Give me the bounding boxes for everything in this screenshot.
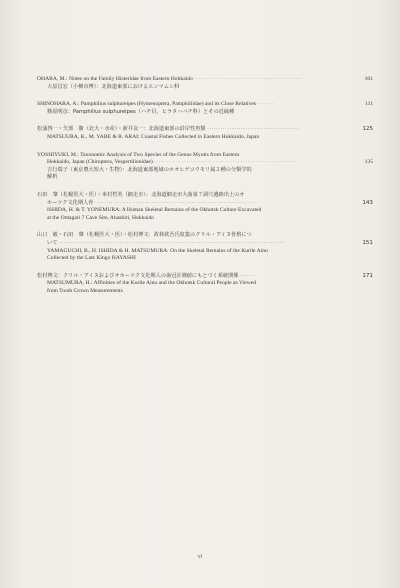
- entry-page-number: 143: [362, 199, 373, 206]
- table-of-contents: [37, 76, 373, 305]
- entry-title-jp-cont: ホーツク文化期人骨: [47, 199, 94, 206]
- entry-page-number: 151: [362, 239, 373, 246]
- entry-page-number: 135: [364, 159, 373, 166]
- entry-title-en: MATSUMURA, H.: Affinities of the Kurile Ainu and the Okhotsk Cultural People as Viewed: [47, 280, 257, 287]
- entry-title-en-cont: at the Omagari 7 Cave Site, Abashiri, Hokkaido: [47, 214, 155, 221]
- entry-title-en: YAMAGUCHI, B., H. ISHIDA & H. MATSUMURA: On the Skeletal Remains of the Kurile Ainu: [47, 247, 268, 254]
- dot-leader: ············································: [194, 76, 303, 82]
- entry-page-number: 171: [362, 272, 373, 279]
- toc-entry-yamaguchi[interactable]: [37, 232, 373, 262]
- entry-title-jp-cont: いて: [47, 239, 58, 246]
- toc-entry-ishida[interactable]: [37, 191, 373, 222]
- dot-leader: ·······································································: [95, 199, 255, 206]
- dot-leader: ·········································: [207, 126, 300, 133]
- entry-title-en: SHINOHARA, A.: Pamphilius sulphureipes (Hymenoptera, Pamphiliidae) and its Close Relatives: [37, 101, 257, 108]
- toc-entry-matsumura[interactable]: [37, 272, 373, 296]
- toc-entry-yoshiyuki[interactable]: [37, 151, 373, 182]
- entry-title-en: YOSHIYUKI, M.: Taxonomic Analysis of Two Species of the Genus Myotis from Eastern: [37, 151, 240, 158]
- entry-title-en-cont: Hokkaido, Japan (Chiroptera, Vespertilionidae): [47, 159, 153, 166]
- toc-entry-shinohara[interactable]: [37, 101, 373, 116]
- entry-title-jp: 篠原明彦：Pamphilius sulphureipes（ハチ目，ヒラタハバチ科）とその近縁種: [47, 108, 235, 115]
- entry-title-en: OHARA, M.: Notes on the Family Histeridae from Eastern Hokkaido: [37, 76, 193, 82]
- toc-entry-matsuura[interactable]: [37, 126, 373, 141]
- entry-title-en-cont: Collected by the Late Kingo HAYASHI: [47, 255, 136, 262]
- entry-title-en-cont: from Tooth Crown Measurements: [47, 287, 123, 294]
- entry-title-jp-cont: 解析: [47, 174, 58, 181]
- entry-title-jp: 大原昌宏（小樽市博）：北海道東部におけるエンマムシ科: [47, 83, 180, 90]
- entry-page-number: 125: [362, 126, 373, 133]
- dot-leader: ····································································································: [59, 239, 284, 246]
- entry-title-jp: 山口 敏・石田 肇（札幌医大・医）・松村博文：故林欽吾氏収集のクリル・アイヌ骨格につ: [37, 232, 252, 239]
- toc-entry-ohara[interactable]: [37, 76, 373, 91]
- entry-title-en: ISHIDA, H. & T. YONEMURA: A Human Skeletal Remains of the Okhotsk Culture Excavated: [47, 207, 262, 214]
- entry-page-number: 101: [364, 76, 373, 82]
- entry-title-jp: 吉行瑞子（東京農大短大・生物）：北海道東部地域のホオヒゲコウモリ属２種の分類学的: [47, 166, 252, 173]
- entry-title-jp: 松浦啓一・矢部 衞（北大・水産）・新井良一：北海道東部の沿岸性魚類: [37, 126, 206, 133]
- dot-leader: ·······: [240, 272, 256, 279]
- page-number-footer: vi: [197, 554, 203, 560]
- entry-title-jp: 松村博文：クリル・アイヌおよびオホーツク文化期人の歯冠計測値にもとづく系統関係: [37, 272, 239, 279]
- entry-title-en: MATSUURA, K., M. YABE & R. ARAI: Coastal Fishes Collected in Eastern Hokkaido, Japan: [47, 133, 260, 140]
- entry-page-number: 111: [365, 101, 373, 108]
- dot-leader: ·······: [257, 101, 275, 108]
- entry-title-jp: 石田 肇（札幌医大・医）・米村哲英（網走市）：北海道網走市大曲第７洞穴遺跡出土のオ: [37, 191, 245, 198]
- dot-leader: ··························································: [154, 159, 297, 166]
